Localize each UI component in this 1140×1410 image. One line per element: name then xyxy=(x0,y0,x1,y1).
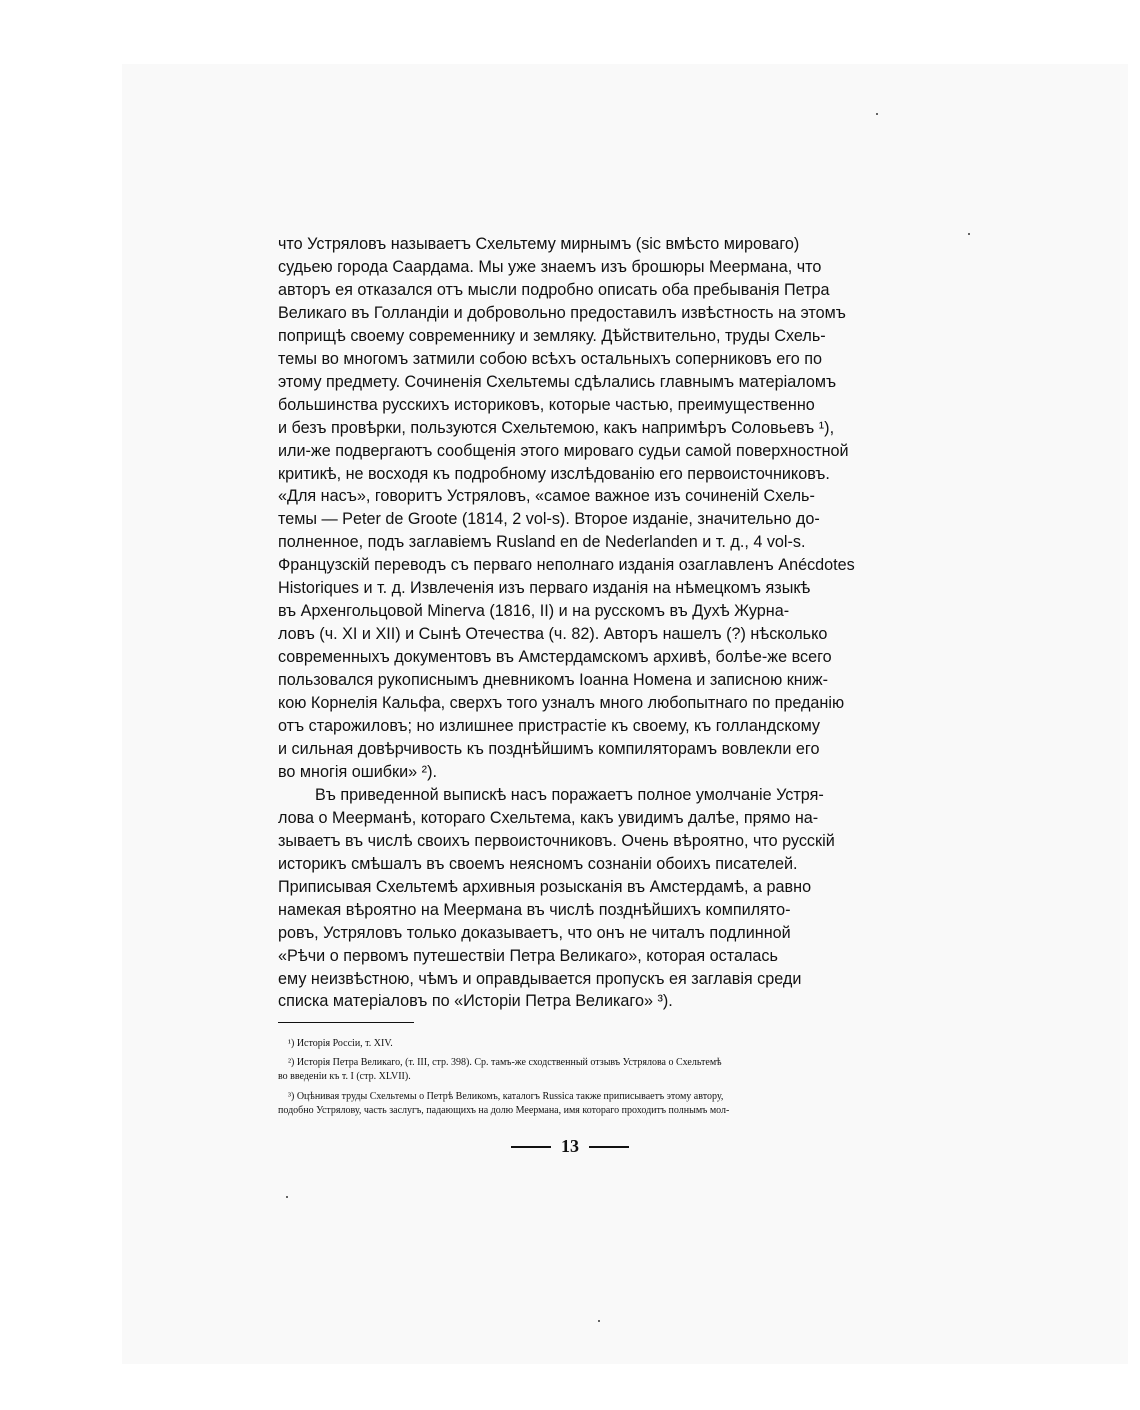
scan-speck xyxy=(286,1196,288,1198)
text-line: Въ приведенной выпискѣ насъ поражаетъ полное умолчаніе Устря- xyxy=(315,785,824,804)
text-line: темы — Peter de Groote (1814, 2 vol-s). Второе изданіе, значительно до- xyxy=(278,510,820,529)
text-line: и безъ провѣрки, пользуются Схельтемою, какъ напримѣръ Соловьевъ ¹), xyxy=(278,418,835,437)
text-line: пользовался рукописнымъ дневникомъ Іоанна Номена и записною книж- xyxy=(278,671,829,690)
text-line: Великаго въ Голландіи и добровольно предоставилъ извѣстность на этомъ xyxy=(278,303,846,322)
text-line: судьею города Саардама. Мы уже знаемъ изъ брошюры Меермана, что xyxy=(278,257,822,276)
text-line: «Рѣчи о первомъ путешествіи Петра Великаго», которая осталась xyxy=(278,946,778,965)
text-line: этому предмету. Сочиненія Схельтемы сдѣлались главнымъ матеріаломъ xyxy=(278,372,837,391)
footnotes xyxy=(278,1022,864,1118)
text-line: ровъ, Устряловъ только доказываетъ, что онъ не читалъ подлинной xyxy=(278,923,791,942)
scan-speck xyxy=(598,1320,600,1322)
text-line: зываетъ въ числѣ своихъ первоисточниковъ. Очень вѣроятно, что русскій xyxy=(278,831,835,850)
footnote-line: ¹) Исторія Россіи, т. XIV. xyxy=(288,1038,393,1049)
scan-speck xyxy=(876,113,878,115)
text-line: отъ старожиловъ; но излишнее пристрастіе къ своему, къ голландскому xyxy=(278,717,820,736)
text-line: критикѣ, не восходя къ подробному изслѣдованію его первоисточниковъ. xyxy=(278,464,830,483)
dash-left xyxy=(511,1146,551,1148)
text-line: современныхъ документовъ въ Амстердамскомъ архивѣ, болѣе-же всего xyxy=(278,648,832,667)
text-line: Французскій переводъ съ перваго неполнаго изданія озаглавленъ Anécdotes xyxy=(278,556,855,575)
text-line: «Для насъ», говоритъ Устряловъ, «самое важное изъ сочиненій Схель- xyxy=(278,487,815,506)
text-line: поприщѣ своему современнику и земляку. Дѣйствительно, труды Схель- xyxy=(278,326,826,345)
text-line: ловъ (ч. XI и XII) и Сынѣ Отечества (ч. 82). Авторъ нашелъ (?) нѣсколько xyxy=(278,625,828,644)
text-line: намекая вѣроятно на Меермана въ числѣ позднѣйшихъ компилято- xyxy=(278,900,791,919)
footnote-line: подобно Устрялову, часть заслугъ, падающихъ на долю Меермана, имя котораго проходитъ полнымъ мол- xyxy=(278,1104,730,1116)
text-line: темы во многомъ затмили собою всѣхъ остальныхъ соперниковъ его по xyxy=(278,349,823,368)
text-line: и сильная довѣрчивость къ позднѣйшимъ компиляторамъ вовлекли его xyxy=(278,739,820,758)
text-line: полненное, подъ заглавіемъ Rusland en de Nederlanden и т. д., 4 vol-s. xyxy=(278,533,806,552)
text-line: ему неизвѣстною, чѣмъ и оправдывается пропускъ ея заглавія среди xyxy=(278,969,802,988)
text-line: авторъ ея отказался отъ мысли подробно описать оба пребыванія Петра xyxy=(278,280,830,299)
scan-speck xyxy=(968,233,970,235)
page-number-text: 13 xyxy=(561,1136,579,1156)
dash-right xyxy=(589,1146,629,1148)
text-line: во многія ошибки» ²). xyxy=(278,762,437,781)
text-line: или-же подвергаютъ сообщенія этого мироваго судьи самой поверхностной xyxy=(278,441,849,460)
text-line: кою Корнелія Кальфа, сверхъ того узналъ много любопытнаго по преданію xyxy=(278,694,845,713)
text-line: въ Архенгольцовой Minerva (1816, II) и на русскомъ въ Духѣ Журна- xyxy=(278,602,790,621)
text-line: что Устряловъ называетъ Схельтему мирнымъ (sic вмѣсто мироваго) xyxy=(278,235,800,253)
text-line: лова о Меерманѣ, котораго Схельтема, какъ увидимъ далѣе, прямо на- xyxy=(278,808,819,827)
text-line: списка матеріаловъ по «Исторіи Петра Великаго» ³). xyxy=(278,992,673,1011)
text-line: большинства русскихъ историковъ, которые частью, преимущественно xyxy=(278,395,815,414)
footnote-line: ³) Оцѣнивая труды Схельтемы о Петрѣ Великомъ, каталогъ Russica также приписываетъ этому автору, xyxy=(288,1090,724,1102)
page-number xyxy=(500,1136,640,1157)
body-text xyxy=(278,233,864,1013)
footnote-rule xyxy=(278,1022,414,1023)
footnote-line: во введеніи къ т. I (стр. XLVII). xyxy=(278,1071,411,1083)
text-line: историкъ смѣшалъ въ своемъ неясномъ сознаніи обоихъ писателей. xyxy=(278,854,798,873)
text-line: Historiques и т. д. Извлеченія изъ перваго изданія на нѣмецкомъ языкѣ xyxy=(278,579,811,598)
text-line: Приписывая Схельтемѣ архивныя розысканія въ Амстердамѣ, а равно xyxy=(278,877,812,896)
footnote-line: ²) Исторія Петра Великаго, (т. III, стр. 398). Ср. тамъ-же сходственный отзывъ Устрялова о Схельтемѣ xyxy=(288,1057,722,1069)
